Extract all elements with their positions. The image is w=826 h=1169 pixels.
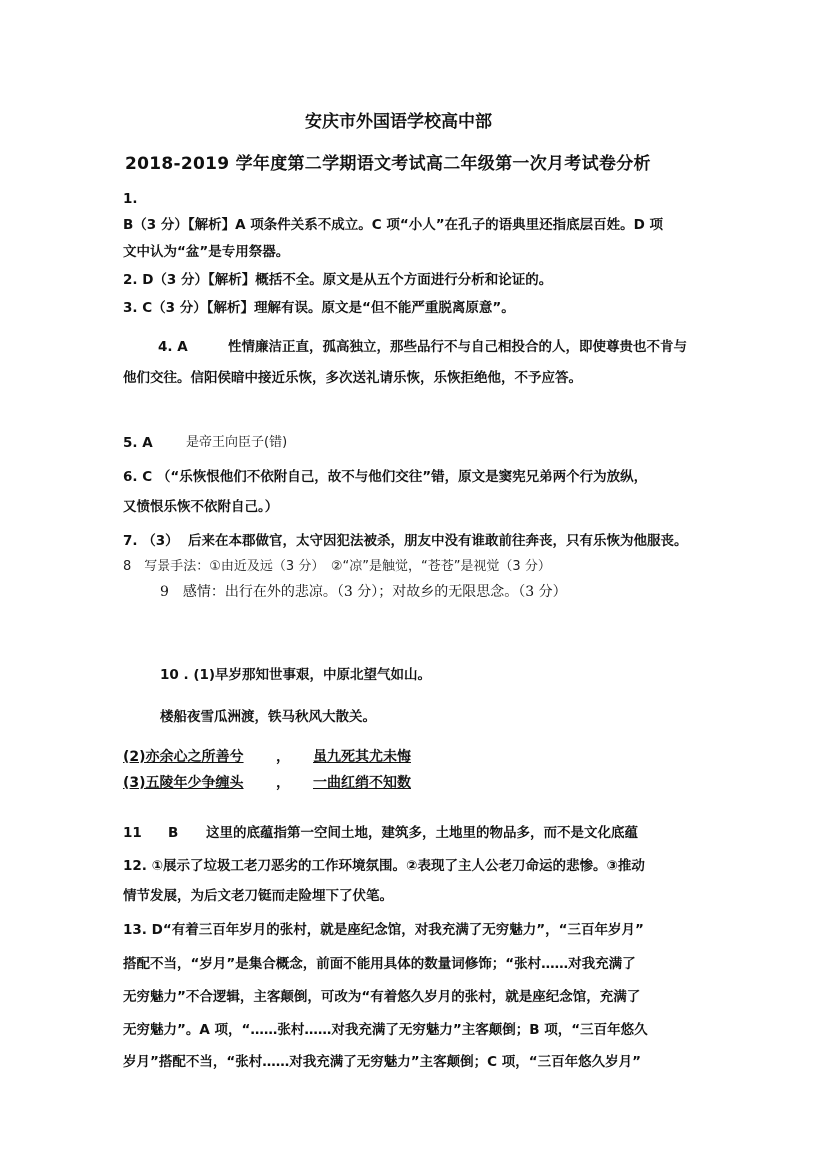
answer-4-line-2: 他们交往。信阳侯暗中接近乐恢，多次送礼请乐恢，乐恢拒绝他，不予应答。: [123, 370, 582, 386]
answer-11-number: 11: [123, 825, 142, 841]
answer-1-line-2: 文中认为“盆”是专用祭器。: [123, 244, 290, 260]
page-title: 安庆市外国语学校高中部: [305, 112, 492, 132]
answer-9: 9 感情：出行在外的悲凉。（3 分）；对故乡的无限思念。（3 分）: [160, 584, 567, 600]
answer-13-line-4: 无穷魅力”。A 项，“……张村……对我充满了无穷魅力”主客颠倒；B 项，“三百年悠久: [123, 1022, 648, 1038]
page-subtitle: 2018-2019 学年度第二学期语文考试高二年级第一次月考试卷分析: [125, 154, 651, 174]
answer-10-3-comma: ，: [276, 775, 290, 791]
answer-7-label: 7. （3）: [123, 533, 179, 549]
answer-13-line-3: 无穷魅力”不合逻辑，主客颠倒，可改为“有着悠久岁月的张村，就是座纪念馆，充满了: [123, 989, 641, 1005]
answer-13-line-5: 岁月”搭配不当，“张村……对我充满了无穷魅力”主客颠倒；C 项，“三百年悠久岁月”: [123, 1054, 641, 1070]
answer-12-line-1: 12. ①展示了垃圾工老刀恶劣的工作环境氛围。②表现了主人公老刀命运的悲惨。③推动: [123, 858, 645, 874]
answer-5-label: 5. A: [123, 435, 153, 451]
answer-6-line-2: 又愤恨乐恢不依附自己。）: [123, 499, 279, 515]
answer-10-2-second: [295, 748, 425, 766]
answer-12-line-2: 情节发展，为后文老刀铤而走险埋下了伏笔。: [123, 888, 393, 904]
answer-4-line-1: 性情廉洁正直，孤高独立，那些品行不与自己相投合的人，即使尊贵也不肯与: [228, 339, 687, 355]
answer-6-line-1: 6. C （“乐恢恨他们不依附自己，故不与他们交往”错，原文是窦宪兄弟两个行为放纵，: [123, 469, 648, 485]
answer-13-line-1: 13. D“有着三百年岁月的张村，就是座纪念馆，对我充满了无穷魅力”，“三百年岁月”: [123, 922, 644, 938]
answer-10-line-2: 楼船夜雪瓜洲渡，铁马秋风大散关。: [160, 709, 376, 725]
answer-10-3-second: [295, 774, 411, 792]
answer-3: 3. C（3 分）【解析】理解有误。原文是“但不能严重脱离原意”。: [123, 300, 515, 316]
answer-7-text: 后来在本郡做官，太守因犯法被杀，朋友中没有谁敢前往奔丧，只有乐恢为他服丧。: [188, 533, 688, 549]
answer-2: 2. D（3 分）【解析】概括不全。原文是从五个方面进行分析和论证的。: [123, 272, 553, 288]
answer-11-choice: B: [168, 825, 179, 841]
answer-8: 8 写景手法：①由近及远（3 分） ②“凉”是触觉，“苍苍”是视觉（3 分）: [123, 559, 551, 574]
answer-5-text: 是帝王向臣子(错): [186, 435, 288, 450]
answer-10-2-second-text: 虽九死其尤未悔: [313, 749, 411, 765]
answer-1-line-1: B（3 分）【解析】A 项条件关系不成立。C 项“小人”在孔子的语典里还指底层百姓。D 项: [123, 217, 664, 233]
answer-10-2-comma: ，: [276, 749, 290, 765]
answer-10-2-first: (2)亦余心之所善兮: [123, 749, 244, 765]
answer-10-3-first: (3)五陵年少争缠头: [123, 775, 244, 791]
answer-4-label: 4. A: [158, 339, 188, 355]
answer-1-number: 1.: [123, 191, 138, 207]
answer-10-3-second-text: 一曲红绡不知数: [313, 775, 411, 791]
answer-13-line-2: 搭配不当，“岁月”是集合概念，前面不能用具体的数量词修饰；“张村……对我充满了: [123, 956, 636, 972]
answer-11-text: 这里的底蕴指第一空间土地，建筑多，土地里的物品多，而不是文化底蕴: [206, 825, 638, 841]
answer-10-line-1: 10 . (1)早岁那知世事艰，中原北望气如山。: [160, 667, 432, 683]
